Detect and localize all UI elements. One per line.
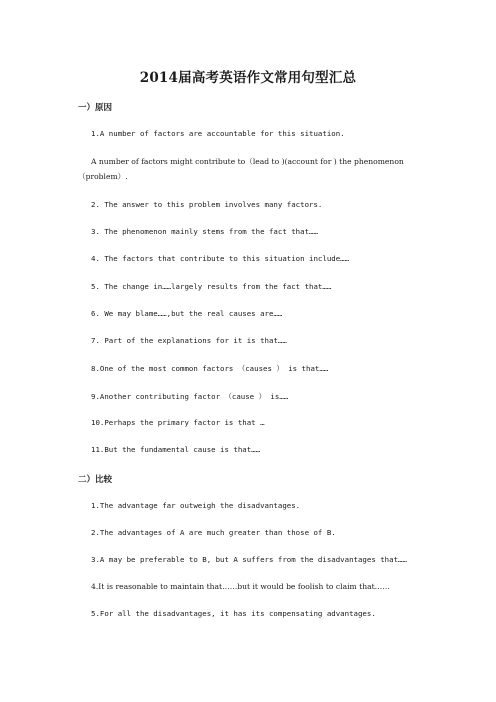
sentence-line-continuation: （problem）. [78, 172, 128, 181]
sentence-line: 1.The advantage far outweigh the disadvantages. [91, 501, 301, 510]
sentence-line: 7. Part of the explanations for it is that…… [91, 336, 287, 345]
sentence-line: 5.For all the disadvantages, it has its compensating advantages. [91, 609, 376, 618]
sentence-line: 3.A may be preferable to B, but A suffers from the disadvantages that…… [91, 555, 407, 564]
sentence-line: 8.One of the most common factors （causes ） is that…… [91, 364, 329, 373]
sentence-line: 4.It is reasonable to maintain that……but it would be foolish to claim that…… [91, 582, 390, 591]
sentence-line: 9.Another contributing factor （cause ） is…… [91, 392, 289, 401]
sentence-line: 6. We may blame……,but the real causes are…… [91, 309, 283, 318]
sentence-line: 5. The change in……largely results from the fact that…… [91, 282, 332, 291]
document-title: 2014届高考英语作文常用句型汇总 [139, 70, 357, 86]
sentence-line: 10.Perhaps the primary factor is that … [91, 418, 265, 427]
sentence-line: 11.But the fundamental cause is that…… [91, 445, 261, 454]
sentence-line: 2. The answer to this problem involves many factors. [91, 200, 323, 209]
sentence-line: 4. The factors that contribute to this situation include…… [91, 254, 350, 263]
sentence-line: 3. The phenomenon mainly stems from the fact that…… [91, 227, 318, 236]
sentence-line: A number of factors might contribute to（lead to )(account for ) the phenomenon [91, 157, 404, 166]
section-heading-reasons: 一）原因 [78, 103, 113, 113]
sentence-line: 2.The advantages of A are much greater than those of B. [91, 528, 336, 537]
section-heading-comparison: 二）比较 [78, 475, 113, 485]
sentence-line: 1.A number of factors are accountable for this situation. [91, 129, 345, 138]
